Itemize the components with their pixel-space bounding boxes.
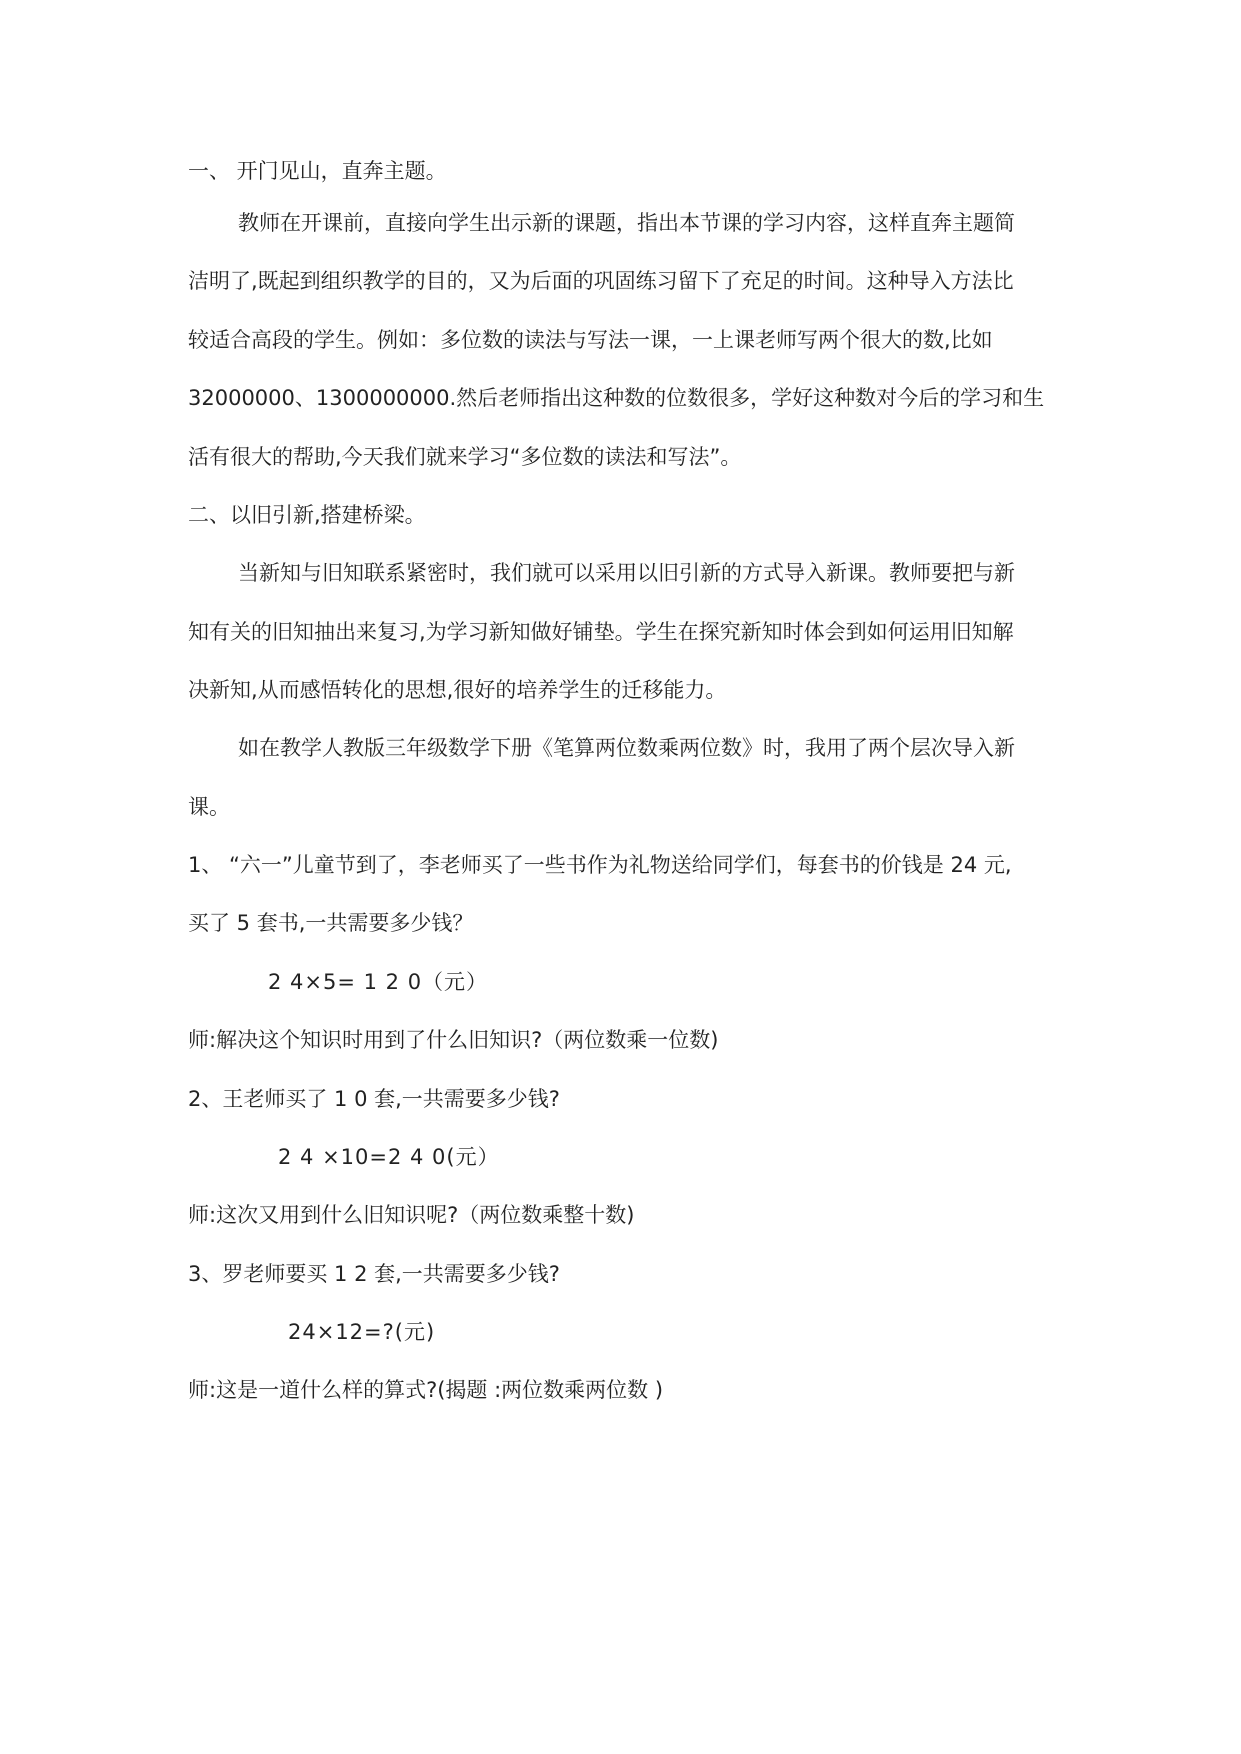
- paragraph-line: 当新知与旧知联系紧密时，我们就可以采用以旧引新的方式导入新课。教师要把与新: [238, 561, 1015, 585]
- teacher-note: 师:这次又用到什么旧知识呢?（两位数乘整十数): [188, 1203, 635, 1227]
- paragraph-line: 洁明了,既起到组织教学的目的，又为后面的巩固练习留下了充足的时间。这种导入方法比: [188, 269, 1014, 293]
- question-2: 2、王老师买了 1 0 套,一共需要多少钱?: [188, 1087, 560, 1111]
- paragraph-line: 32000000、1300000000.然后老师指出这种数的位数很多，学好这种数对今后的学习和生: [188, 386, 1045, 410]
- formula-1: 2 4×5= 1 2 0（元）: [268, 970, 489, 994]
- paragraph-line: 较适合高段的学生。例如：多位数的读法与写法一课，一上课老师写两个很大的数,比如: [188, 328, 993, 352]
- paragraph-line: 教师在开课前，直接向学生出示新的课题，指出本节课的学习内容，这样直奔主题简: [238, 211, 1015, 235]
- formula-2: 2 4 ×10=2 4 0(元）: [278, 1145, 500, 1169]
- heading-1: 一、 开门见山，直奔主题。: [188, 159, 447, 183]
- question-3: 3、罗老师要买 1 2 套,一共需要多少钱?: [188, 1262, 560, 1286]
- formula-3: 24×12=?(元): [288, 1320, 436, 1344]
- paragraph-line: 课。: [188, 795, 230, 819]
- teacher-note: 师:这是一道什么样的算式?(揭题 :两位数乘两位数 ): [188, 1378, 664, 1402]
- paragraph-line: 买了 5 套书,一共需要多少钱？: [188, 911, 474, 935]
- paragraph-line: 如在教学人教版三年级数学下册《笔算两位数乘两位数》时，我用了两个层次导入新: [238, 736, 1015, 760]
- paragraph-line: 活有很大的帮助,今天我们就来学习“多位数的读法和写法”。: [188, 445, 742, 469]
- question-1: 1、 “六一”儿童节到了，李老师买了一些书作为礼物送给同学们，每套书的价钱是 24 元,: [188, 853, 1012, 877]
- paragraph-line: 决新知,从而感悟转化的思想,很好的培养学生的迁移能力。: [188, 678, 727, 702]
- heading-2: 二、以旧引新,搭建桥梁。: [188, 503, 426, 527]
- paragraph-line: 知有关的旧知抽出来复习,为学习新知做好铺垫。学生在探究新知时体会到如何运用旧知解: [188, 620, 1014, 644]
- teacher-note: 师:解决这个知识时用到了什么旧知识?（两位数乘一位数): [188, 1028, 719, 1052]
